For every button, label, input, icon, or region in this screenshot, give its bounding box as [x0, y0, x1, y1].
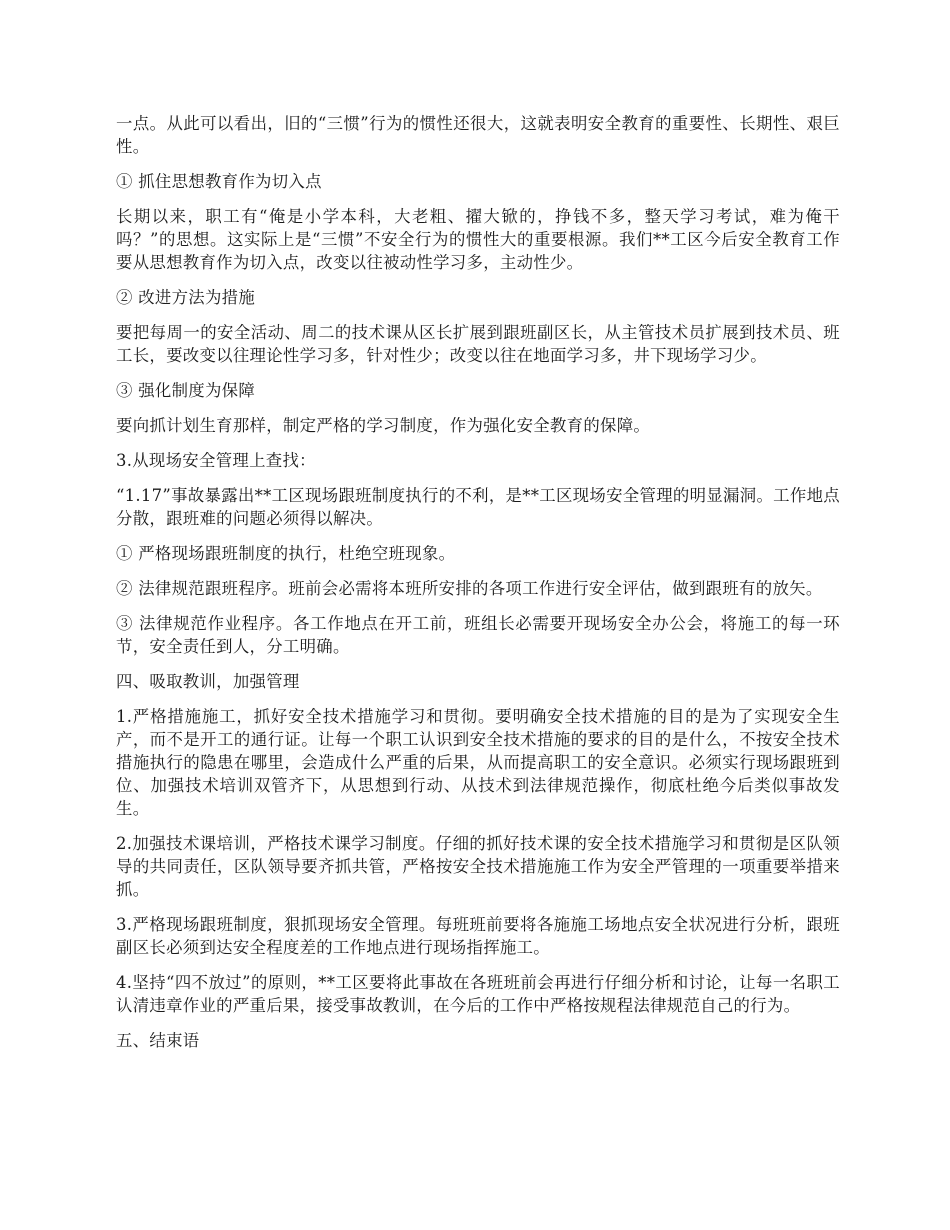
paragraph-measure-1: 1.严格措施施工，抓好安全技术措施学习和贯彻。要明确安全技术措施的目的是为了实现安全生产，而不是开工的通行证。让每一个职工认识到安全技术措施的要求的目的是什么，不按安全技术措施执行的隐患在哪里，会造成什么严重的后果，从而提高职工的安全意识。必须实行现场跟班到位、加强技术培训双管齐下，从思想到行动、从技术到法律规范操作，彻底杜绝今后类似事故发生。 [116, 707, 840, 818]
paragraph-measure-2: 2.加强技术课培训，严格技术课学习制度。仔细的抓好技术课的安全技术措施学习和贯彻是区队领导的共同责任，区队领导要齐抓共管，严格按安全技术措施施工作为安全严管理的一项重要举措来抓。 [116, 834, 840, 899]
subheading-improve-methods: ② 改进方法为措施 [116, 288, 256, 307]
subheading-strengthen-system: ③ 强化制度为保障 [116, 381, 256, 400]
paragraph-measure-3: 3.严格现场跟班制度，狠抓现场安全管理。每班班前要将各施施工场地点安全状况进行分析，跟班副区长必须到达安全程度差的工作地点进行现场指挥施工。 [116, 915, 840, 957]
subheading-thought-education: ① 抓住思想教育作为切入点 [116, 172, 322, 191]
list-item-work-procedure: ③ 法律规范作业程序。各工作地点在开工前，班组长必需要开现场安全办公会，将施工的每一环节，安全责任到人，分工明确。 [116, 614, 840, 656]
paragraph-measure-4: 4.坚持“四不放过”的原则，**工区要将此事故在各班班前会再进行仔细分析和讨论，让每一名职工认清违章作业的严重后果，接受事故教训，在今后的工作中严格按规程法律规范自己的行为。 [116, 973, 840, 1015]
section-heading-lessons: 四、吸取教训，加强管理 [116, 672, 300, 691]
section-heading-conclusion: 五、结束语 [116, 1031, 200, 1050]
paragraph-improve-methods: 要把每周一的安全活动、周二的技术课从区长扩展到跟班副区长，从主管技术员扩展到技术员、班工长，要改变以往理论性学习多，针对性少；改变以往在地面学习多，井下现场学习少。 [116, 323, 840, 365]
paragraph-strengthen-system: 要向抓计划生育那样，制定严格的学习制度，作为强化安全教育的保障。 [116, 416, 651, 435]
section-heading-site-management: 3.从现场安全管理上查找： [116, 451, 316, 470]
paragraph-continuation: 一点。从此可以看出，旧的“三惯”行为的惯性还很大，这就表明安全教育的重要性、长期性、艰巨性。 [116, 114, 840, 156]
paragraph-accident-exposure: “1.17”事故暴露出**工区现场跟班制度执行的不利，是**工区现场安全管理的明显漏洞。工作地点分散，跟班难的问题必须得以解决。 [116, 486, 840, 528]
list-item-follow-shift: ① 严格现场跟班制度的执行，杜绝空班现象。 [116, 544, 456, 563]
list-item-shift-procedure: ② 法律规范跟班程序。班前会必需将本班所安排的各项工作进行安全评估，做到跟班有的放矢。 [116, 579, 823, 598]
paragraph-thought-education: 长期以来，职工有“俺是小学本科，大老粗、擢大锨的，挣钱不多，整天学习考试，难为俺干吗？”的思想。这实际上是“三惯”不安全行为的惯性大的重要根源。我们**工区今后安全教育工作要从思想教育作为切入点，改变以往被动性学习多，主动性少。 [116, 207, 840, 272]
document-body [116, 112, 840, 1064]
